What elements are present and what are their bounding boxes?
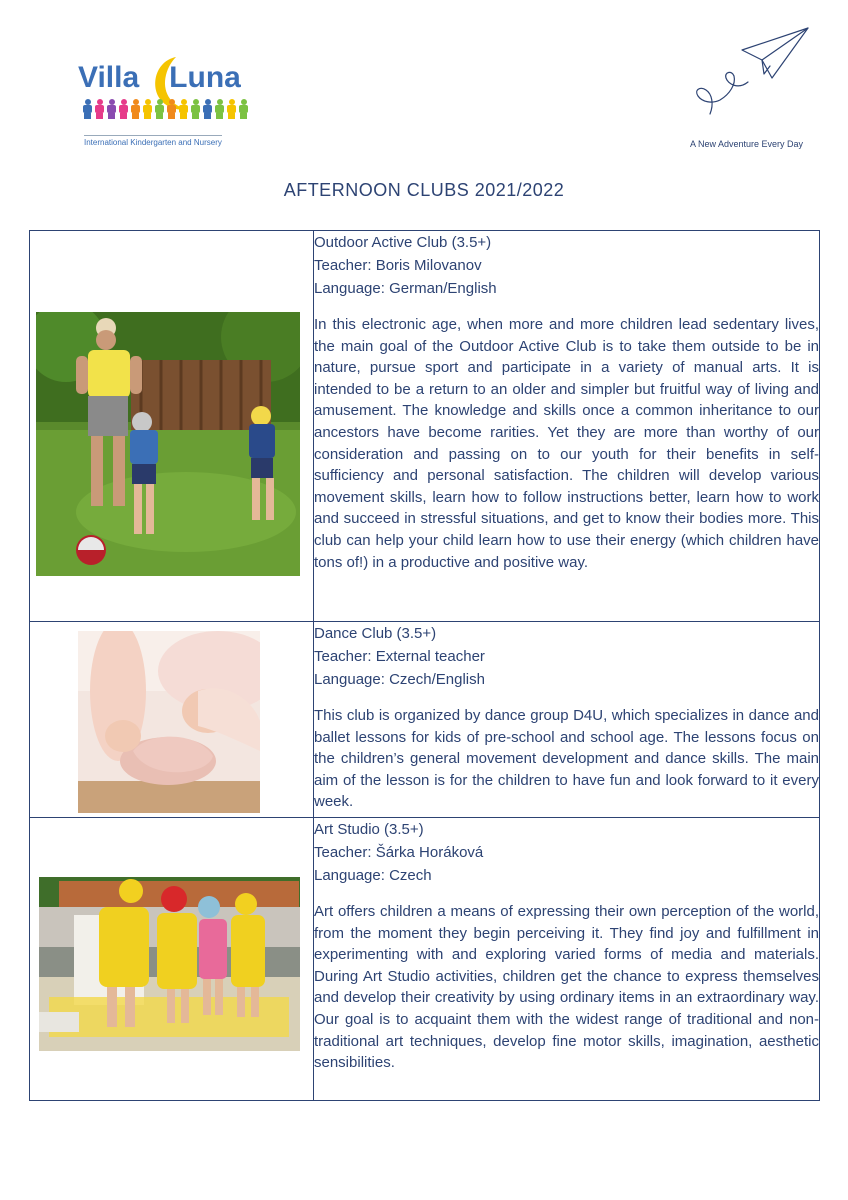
club-description: In this electronic age, when more and more children lead sedentary lives, the main goal of the Outdoor Active Club is to take them outside to be in nature, pursue sport and participate in a variety of manual arts. It is intended to be a return to an older and simpler but fruitful way of living and amusement. The knowledge and skills once a common inheritance to our ancestors have become rarities. Yet they are more than worthy of our consideration and passing on to our youth for their benefits in self-sufficiency and personal satisfaction. The children will develop various movement skills, learn how to follow instructions better, learn how to work and succeed in stressful situations, and get to know their bodies more. This club can help your child learn how to use their energy (which children have tons of!) in a productive and positive way.: [314, 316, 819, 571]
club-title: Outdoor Active Club (3.5+): [314, 234, 492, 251]
club-language: Language: Czech/English: [314, 671, 485, 688]
club-language: Language: Czech: [314, 867, 432, 884]
club-row-art: [30, 818, 820, 1101]
club-row-dance: [30, 622, 820, 818]
villa-luna-logo: [78, 55, 258, 150]
outdoor-club-photo: [36, 312, 300, 576]
clubs-table: [29, 230, 820, 1101]
club-text-cell: [314, 231, 820, 622]
children-figures-icon: [82, 99, 249, 119]
club-text-cell: [314, 622, 820, 818]
club-language: Language: German/English: [314, 280, 497, 297]
dance-club-photo: [78, 631, 260, 813]
logo-name-part2: Luna: [169, 61, 241, 94]
club-image-cell: [30, 622, 314, 818]
club-title: Art Studio (3.5+): [314, 821, 424, 838]
club-teacher: Teacher: Boris Milovanov: [314, 257, 482, 274]
club-title: Dance Club (3.5+): [314, 625, 437, 642]
club-text-cell: [314, 818, 820, 1101]
logo-subtitle: International Kindergarten and Nursery: [84, 135, 222, 147]
club-description: Art offers children a means of expressing their own perception of the world, from the moment they begin perceiving it. They find joy and fulfillment in experimenting with and exploring varied forms of media and materials. During Art Studio activities, children get the chance to express themselves and develop their creativity by using ordinary items in an extraordinary way. Our goal is to acquaint them with the widest range of traditional and non-traditional art techniques, develop fine motor skills, imagination, aesthetic sensibilities.: [314, 903, 819, 1072]
club-teacher: Teacher: Šárka Horáková: [314, 844, 484, 861]
club-teacher: Teacher: External teacher: [314, 648, 485, 665]
club-row-outdoor: [30, 231, 820, 622]
logo-name-part1: Villa: [78, 61, 140, 94]
page-title: AFTERNOON CLUBS 2021/2022: [283, 180, 565, 200]
club-image-cell: [30, 818, 314, 1101]
tagline: A New Adventure Every Day: [690, 139, 804, 149]
club-description: This club is organized by dance group D4U, which specializes in dance and ballet lessons for kids of pre-school and school age. The lessons focus on the children’s general movement development and dance skills. The main aim of the lesson is for the children to have fun and look forward to it every week.: [314, 707, 819, 811]
paper-plane-icon: [690, 22, 815, 127]
club-image-cell: [30, 231, 314, 622]
art-studio-photo: [39, 877, 300, 1051]
